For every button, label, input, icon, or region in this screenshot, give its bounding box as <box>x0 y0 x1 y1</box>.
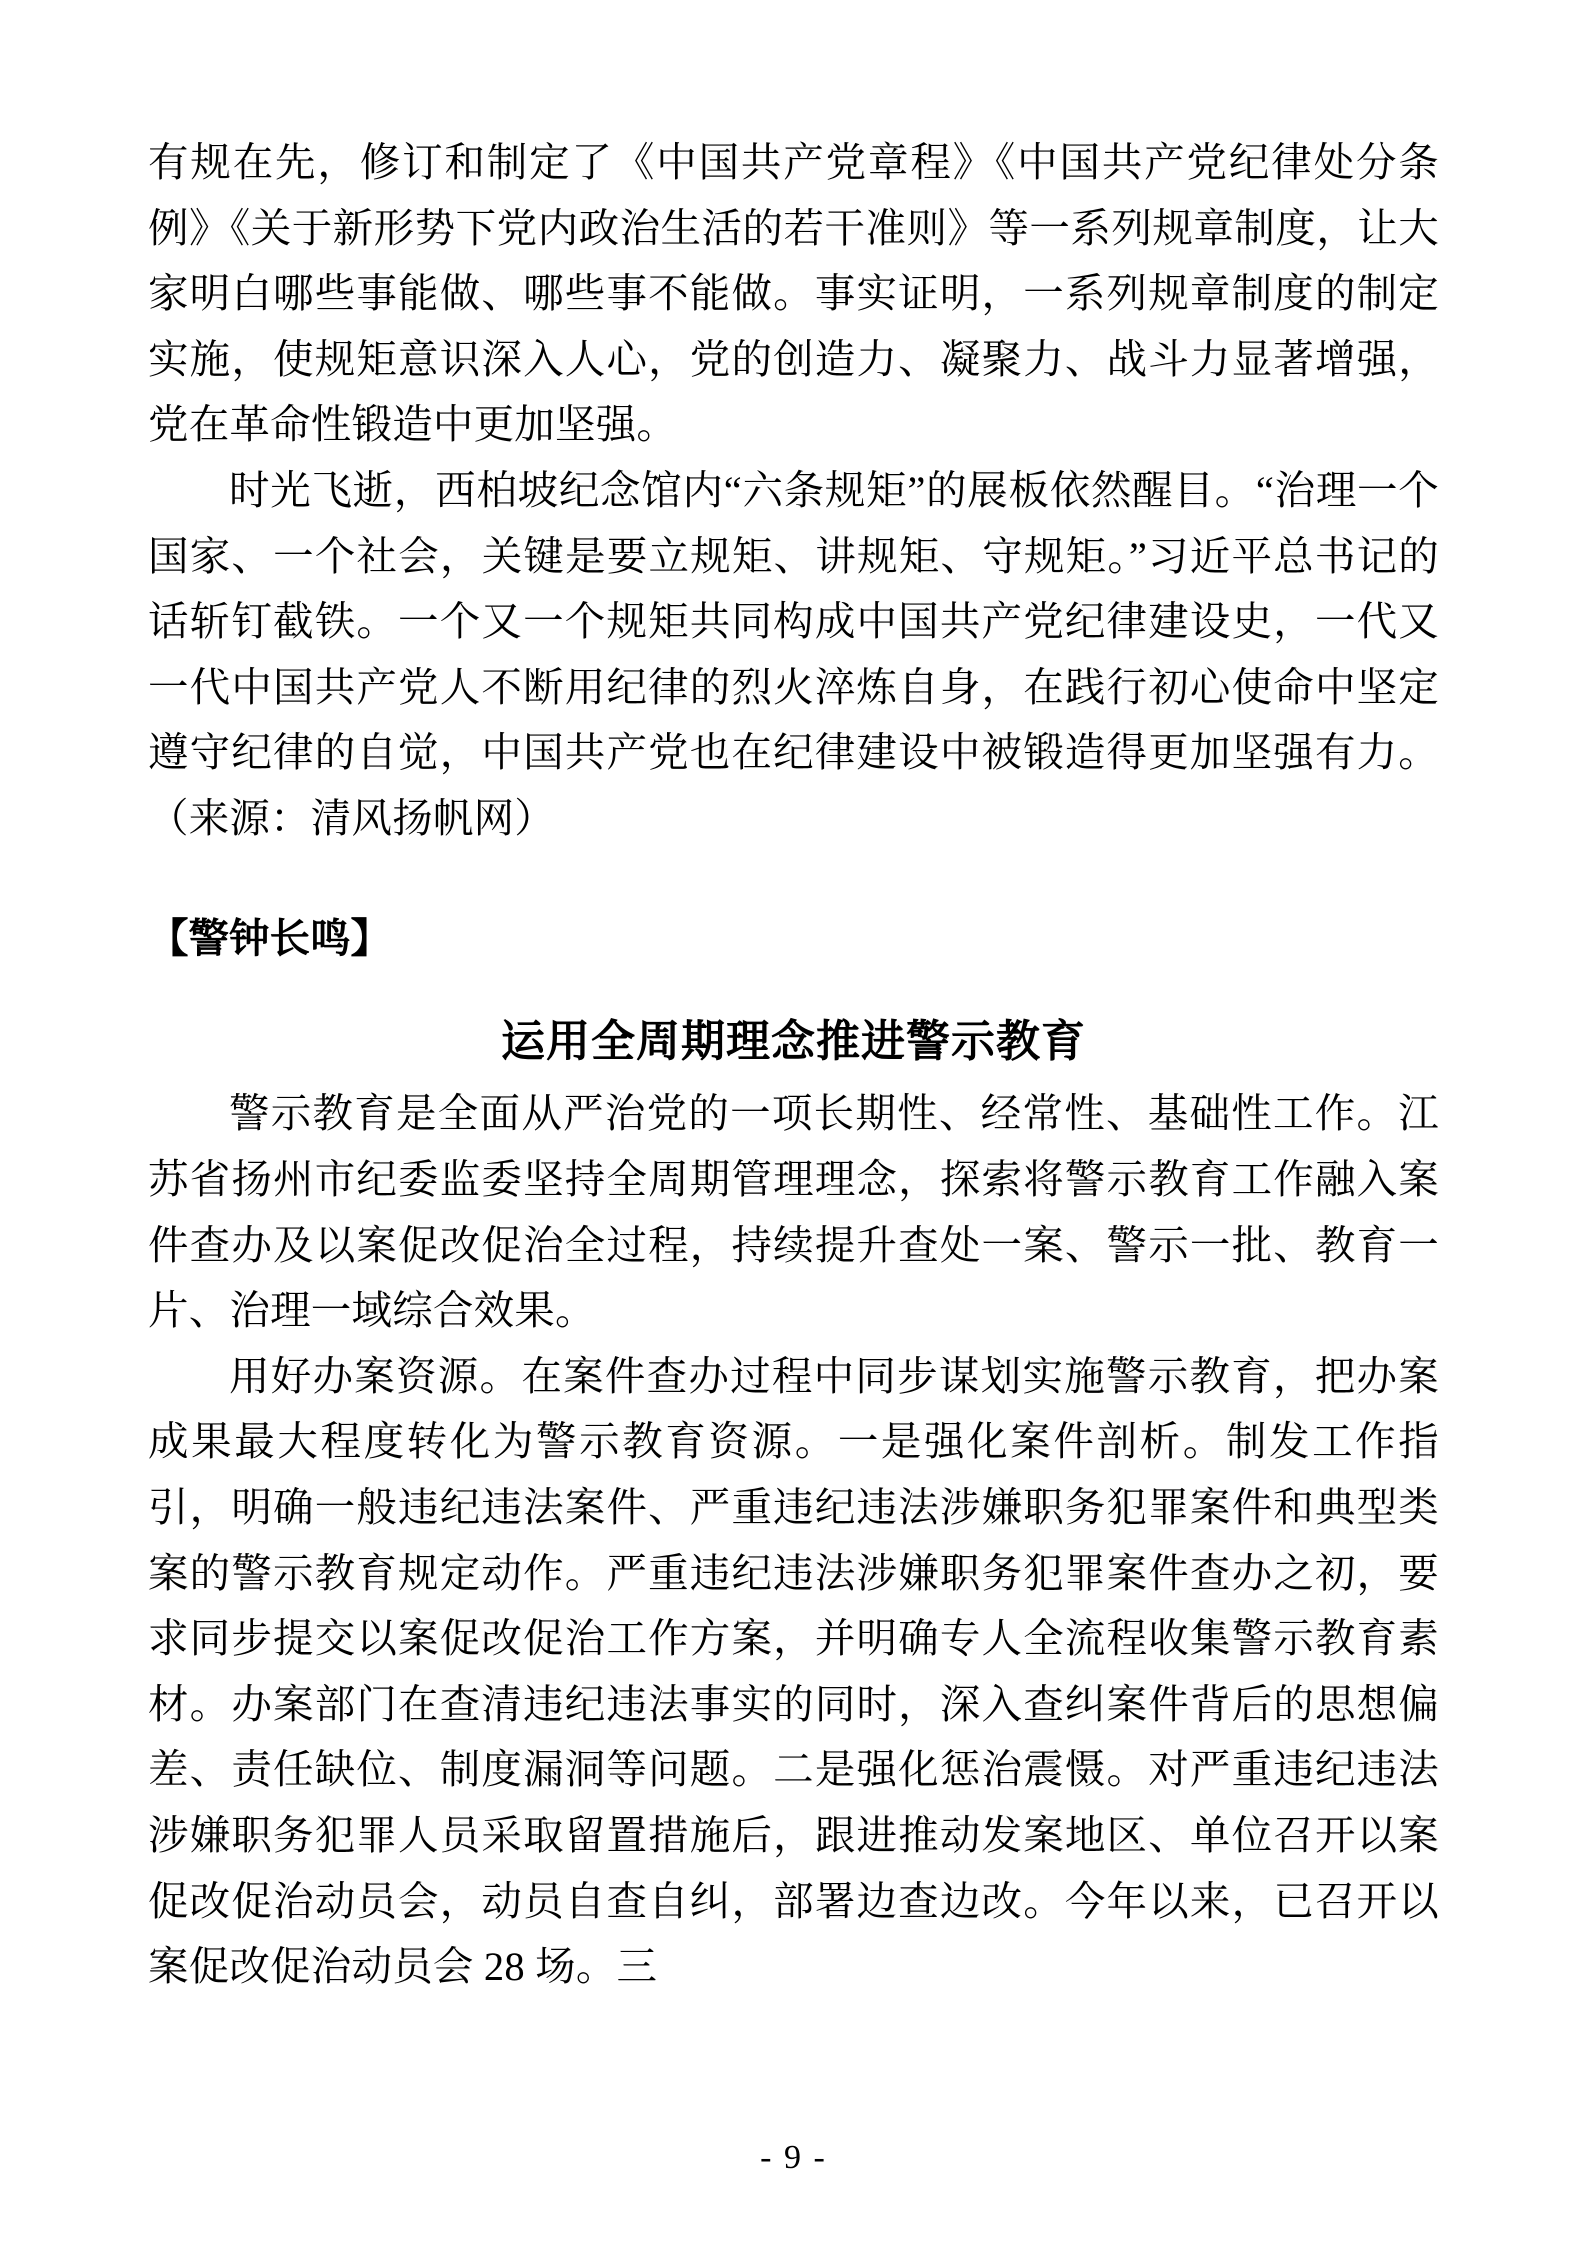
paragraph-article-intro: 警示教育是全面从严治党的一项长期性、经常性、基础性工作。江苏省扬州市纪委监委坚持全周期管理理念，探索将警示教育工作融入案件查办及以案促改促治全过程，持续提升查处一案、警示一批、教育一片、治理一域综合效果。 <box>148 1091 1439 1334</box>
article-title: 运用全周期理念推进警示教育 <box>501 1017 1086 1067</box>
paragraph-xibaipo: 时光飞逝，西柏坡纪念馆内“六条规矩”的展板依然醒目。“治理一个国家、一个社会，关键是要立规矩、讲规矩、守规矩。”习近平总书记的话斩钉截铁。一个又一个规矩共同构成中国共产党纪律建设史，一代又一代中国共产党人不断用纪律的烈火淬炼自身，在践行初心使命中坚定遵守纪律的自觉，中国共产党也在纪律建设中被锻造得更加坚强有力。（来源：清风扬帆网） <box>148 468 1439 842</box>
paragraph-rules: 有规在先，修订和制定了《中国共产党章程》《中国共产党纪律处分条例》《关于新形势下党内政治生活的若干准则》等一系列规章制度，让大家明白哪些事能做、哪些事不能做。事实证明，一系列规章制度的制定实施，使规矩意识深入人心，党的创造力、凝聚力、战斗力显著增强，党在革命性锻造中更加坚强。 <box>148 140 1439 448</box>
page-number: - 9 - <box>760 2139 827 2176</box>
paragraph-article-resources: 用好办案资源。在案件查办过程中同步谋划实施警示教育，把办案成果最大程度转化为警示教育资源。一是强化案件剖析。制发工作指引，明确一般违纪违法案件、严重违纪违法涉嫌职务犯罪案件和典型类案的警示教育规定动作。严重违纪违法涉嫌职务犯罪案件查办之初，要求同步提交以案促改促治工作方案，并明确专人全流程收集警示教育素材。办案部门在查清违纪违法事实的同时，深入查纠案件背后的思想偏差、责任缺位、制度漏洞等问题。二是强化惩治震慑。对严重违纪违法涉嫌职务犯罪人员采取留置措施后，跟进推动发案地区、单位召开以案促改促治动员会，动员自查自纠，部署边查边改。今年以来，已召开以案促改促治动员会 28 场。三 <box>148 1353 1439 1990</box>
section-tag-warning-bell: 【警钟长鸣】 <box>148 915 391 961</box>
